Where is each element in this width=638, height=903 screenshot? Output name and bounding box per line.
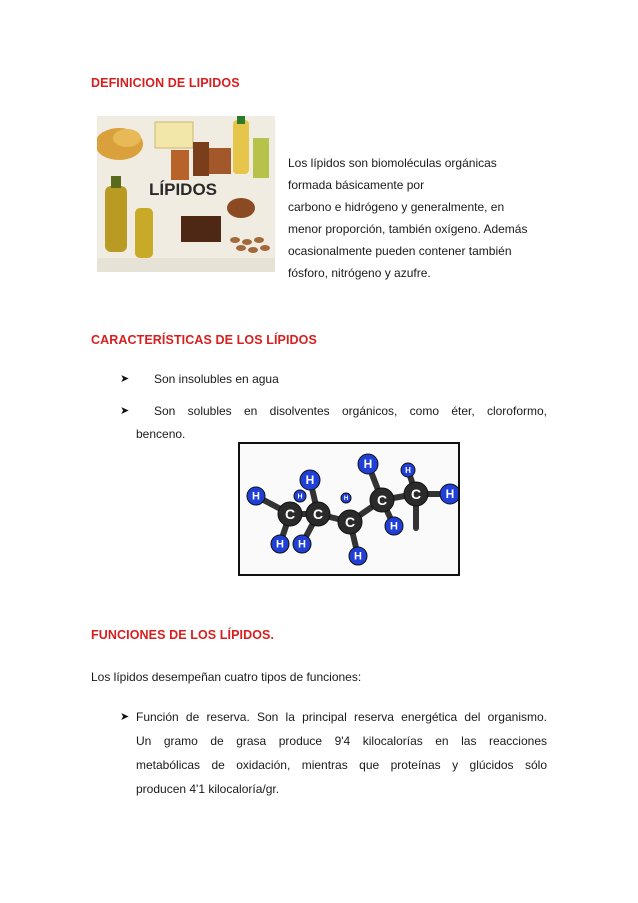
atom-label: H xyxy=(390,520,398,533)
definition-line: fósforo, nitrógeno y azufre. xyxy=(288,266,431,280)
atom-label: H xyxy=(363,457,373,471)
atom-label: H xyxy=(405,465,411,475)
butane-molecule-diagram xyxy=(240,444,458,574)
atom-label: H xyxy=(297,493,303,501)
image-label: LÍPIDOS xyxy=(149,180,218,199)
characteristic-item-continuation: benceno. xyxy=(136,427,186,441)
heading-definicion: DEFINICION DE LIPIDOS xyxy=(91,76,240,90)
atom-label: H xyxy=(276,538,284,551)
atom-label: C xyxy=(312,505,324,522)
definition-line: formada básicamente por xyxy=(288,178,425,192)
atom-label: C xyxy=(410,485,422,502)
function-line-3: metabólicas de oxidación, mientras que proteínas y glúcidos sólo xyxy=(136,758,547,772)
heading-caracteristicas: CARACTERÍSTICAS DE LOS LÍPIDOS xyxy=(91,333,317,347)
arrow-bullet-icon: ➤ xyxy=(120,711,130,723)
definition-line: carbono e hidrógeno y generalmente, en xyxy=(288,200,505,214)
atom-label: H xyxy=(343,496,349,502)
function-line-2: Un gramo de grasa produce 9'4 kilocalorías en las reacciones xyxy=(136,734,547,748)
characteristic-item: Son insolubles en agua xyxy=(154,372,279,386)
molecule-image xyxy=(238,442,460,576)
functions-intro: Los lípidos desempeñan cuatro tipos de funciones: xyxy=(91,670,362,684)
definition-line: Los lípidos son biomoléculas orgánicas xyxy=(288,156,497,170)
function-line-4: producen 4'1 kilocaloría/gr. xyxy=(136,782,280,796)
function-line-1: Función de reserva. Son la principal reserva energética del organismo. xyxy=(136,710,547,724)
definition-line: ocasionalmente pueden contener también xyxy=(288,244,512,258)
definition-paragraph xyxy=(288,152,548,284)
atom-label: H xyxy=(298,538,306,551)
atom-label: C xyxy=(376,491,388,508)
definition-line: menor proporción, también oxígeno. Además xyxy=(288,222,528,236)
atom-label: H xyxy=(445,487,455,501)
atom-label: C xyxy=(344,513,356,530)
arrow-bullet-icon: ➤ xyxy=(120,405,130,417)
arrow-bullet-icon: ➤ xyxy=(120,373,130,385)
atom-label: H xyxy=(354,550,362,563)
lipids-food-image xyxy=(97,116,275,272)
atom-label: C xyxy=(284,505,296,522)
characteristic-item: Son solubles en disolventes orgánicos, como éter, cloroformo, xyxy=(154,404,547,418)
atom-label: H xyxy=(305,473,315,487)
heading-funciones: FUNCIONES DE LOS LÍPIDOS. xyxy=(91,628,275,642)
atom-label: H xyxy=(252,490,260,503)
